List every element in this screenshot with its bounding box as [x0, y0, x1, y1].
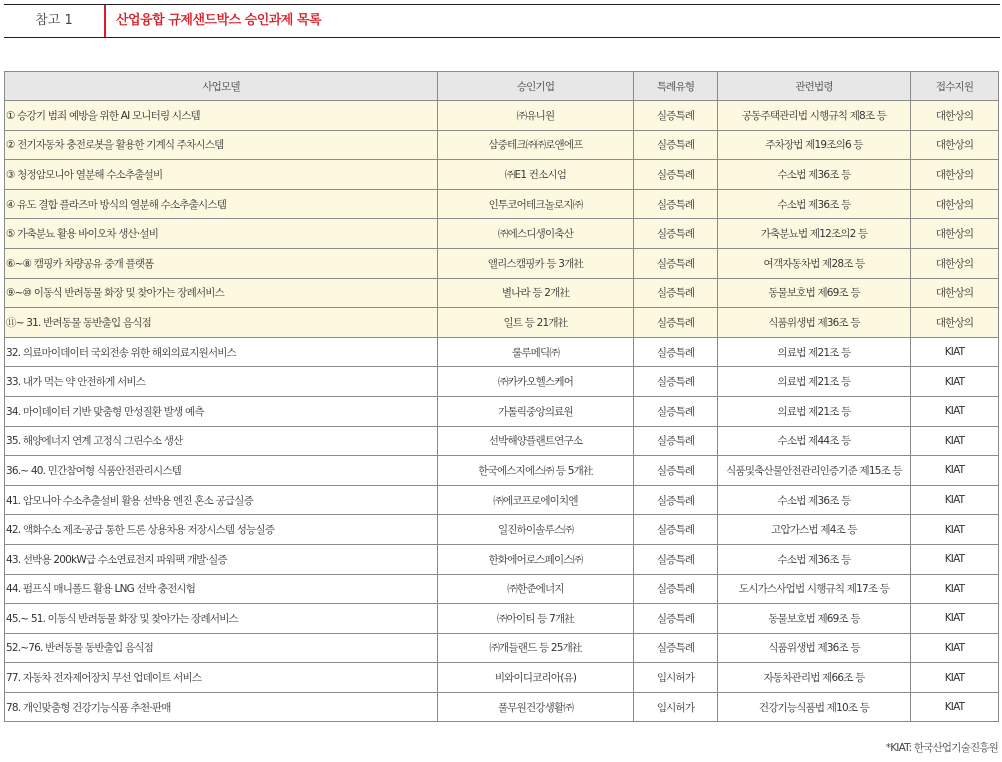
law-cell: 여객자동차법 제28조 등: [718, 248, 911, 278]
company-cell: 선박해양플랜트연구소: [438, 426, 634, 456]
type-cell: 실증특례: [634, 160, 718, 190]
support-cell: KIAT: [911, 426, 999, 456]
support-cell: 대한상의: [911, 189, 999, 219]
table-row: [5, 219, 999, 249]
table-row: [5, 396, 999, 426]
type-cell: 실증특례: [634, 574, 718, 604]
model-cell: ④ 유도 결합 플라즈마 방식의 열분해 수소추출시스템: [5, 189, 438, 219]
law-cell: 도시가스사업법 시행규칙 제17조 등: [718, 574, 911, 604]
table-row: [5, 633, 999, 663]
model-cell: 77. 자동차 전자제어장치 무선 업데이트 서비스: [5, 663, 438, 693]
footnote: *KIAT: 한국산업기술진흥원: [885, 742, 998, 754]
table-header-row: [5, 72, 999, 101]
model-cell: ⑪~ 31. 반려동물 동반출입 음식점: [5, 308, 438, 338]
type-cell: 실증특례: [634, 219, 718, 249]
model-cell: ⑤ 가축분뇨 활용 바이오차 생산·설비: [5, 219, 438, 249]
law-cell: 자동차관리법 제66조 등: [718, 663, 911, 693]
type-cell: 실증특례: [634, 189, 718, 219]
type-cell: 실증특례: [634, 456, 718, 486]
company-cell: 일진하이솔루스㈜: [438, 515, 634, 545]
model-cell: 35. 해양에너지 연계 고정식 그린수소 생산: [5, 426, 438, 456]
support-cell: 대한상의: [911, 160, 999, 190]
doc-title: 산업융합 규제샌드박스 승인과제 목록: [116, 13, 322, 28]
model-cell: 45.~ 51. 이동식 반려동물 화장 및 찾아가는 장례서비스: [5, 604, 438, 634]
reference-label: 참고 1: [4, 5, 106, 37]
type-cell: 실증특례: [634, 604, 718, 634]
law-cell: 수소법 제36조 등: [718, 485, 911, 515]
support-cell: 대한상의: [911, 308, 999, 338]
type-cell: 실증특례: [634, 101, 718, 131]
company-cell: 앨리스캠핑카 등 3개社: [438, 248, 634, 278]
table-row: [5, 278, 999, 308]
law-cell: 수소법 제36조 등: [718, 189, 911, 219]
law-cell: 가축분뇨법 제12조의2 등: [718, 219, 911, 249]
law-cell: 수소법 제36조 등: [718, 160, 911, 190]
model-cell: 44. 펌프식 매니폴드 활용 LNG 선박 충전시험: [5, 574, 438, 604]
law-cell: 의료법 제21조 등: [718, 396, 911, 426]
support-cell: KIAT: [911, 663, 999, 693]
col-header-type: 특례유형: [634, 72, 718, 101]
table-row: [5, 456, 999, 486]
support-cell: KIAT: [911, 515, 999, 545]
law-cell: 식품및축산물안전관리인증기준 제15조 등: [718, 456, 911, 486]
table-row: [5, 130, 999, 160]
type-cell: 실증특례: [634, 485, 718, 515]
law-cell: 동물보호법 제69조 등: [718, 604, 911, 634]
type-cell: 실증특례: [634, 396, 718, 426]
support-cell: 대한상의: [911, 219, 999, 249]
company-cell: 한국에스지에스㈜ 등 5개社: [438, 456, 634, 486]
type-cell: 실증특례: [634, 367, 718, 397]
type-cell: 실증특례: [634, 426, 718, 456]
model-cell: ③ 청정암모니아 열분해 수소추출설비: [5, 160, 438, 190]
law-cell: 식품위생법 제36조 등: [718, 633, 911, 663]
table-row: [5, 574, 999, 604]
type-cell: 실증특례: [634, 337, 718, 367]
table-row: [5, 248, 999, 278]
company-cell: 일트 등 21개社: [438, 308, 634, 338]
law-cell: 동물보호법 제69조 등: [718, 278, 911, 308]
table-row: [5, 515, 999, 545]
support-cell: KIAT: [911, 574, 999, 604]
company-cell: 풀무원건강생활㈜: [438, 692, 634, 722]
company-cell: ㈜에코프로에이치엔: [438, 485, 634, 515]
company-cell: ㈜아이티 등 7개社: [438, 604, 634, 634]
model-cell: 78. 개인맞춤형 건강기능식품 추천·판매: [5, 692, 438, 722]
company-cell: 가톨릭중앙의료원: [438, 396, 634, 426]
table-row: [5, 544, 999, 574]
company-cell: 룰루메딕㈜: [438, 337, 634, 367]
table-row: [5, 692, 999, 722]
doc-header: [4, 4, 1000, 38]
model-cell: 52.~76. 반려동물 동반출입 음식점: [5, 633, 438, 663]
law-cell: 수소법 제36조 등: [718, 544, 911, 574]
support-cell: KIAT: [911, 692, 999, 722]
table-body: [5, 101, 999, 722]
support-cell: KIAT: [911, 604, 999, 634]
type-cell: 임시허가: [634, 663, 718, 693]
model-cell: ⑥~⑧ 캠핑카 차량공유 중개 플랫폼: [5, 248, 438, 278]
company-cell: 삼중테크㈜㈜로앤에프: [438, 130, 634, 160]
type-cell: 실증특례: [634, 633, 718, 663]
model-cell: 34. 마이데이터 기반 맞춤형 만성질환 발생 예측: [5, 396, 438, 426]
company-cell: ㈜E1 컨소시엄: [438, 160, 634, 190]
type-cell: 실증특례: [634, 278, 718, 308]
law-cell: 수소법 제44조 등: [718, 426, 911, 456]
support-cell: KIAT: [911, 396, 999, 426]
support-cell: KIAT: [911, 337, 999, 367]
support-cell: KIAT: [911, 367, 999, 397]
law-cell: 의료법 제21조 등: [718, 367, 911, 397]
company-cell: ㈜카카오헬스케어: [438, 367, 634, 397]
company-cell: ㈜개들랜드 등 25개社: [438, 633, 634, 663]
model-cell: ① 승강기 범죄 예방을 위한 AI 모니터링 시스템: [5, 101, 438, 131]
company-cell: ㈜한준에너지: [438, 574, 634, 604]
support-cell: KIAT: [911, 456, 999, 486]
type-cell: 실증특례: [634, 515, 718, 545]
company-cell: 한화에어로스페이스㈜: [438, 544, 634, 574]
table-row: [5, 604, 999, 634]
table-row: [5, 189, 999, 219]
support-cell: 대한상의: [911, 248, 999, 278]
company-cell: ㈜유니원: [438, 101, 634, 131]
model-cell: 32. 의료마이데이터 국외전송 위한 해외의료지원서비스: [5, 337, 438, 367]
support-cell: KIAT: [911, 544, 999, 574]
type-cell: 실증특례: [634, 308, 718, 338]
type-cell: 실증특례: [634, 130, 718, 160]
model-cell: 43. 선박용 200kW급 수소연료전지 파워팩 개발·실증: [5, 544, 438, 574]
support-cell: KIAT: [911, 485, 999, 515]
table-row: [5, 101, 999, 131]
col-header-company: 승인기업: [438, 72, 634, 101]
support-cell: 대한상의: [911, 101, 999, 131]
col-header-law: 관련법령: [718, 72, 911, 101]
law-cell: 공동주택관리법 시행규칙 제8조 등: [718, 101, 911, 131]
model-cell: 41. 암모니아 수소추출설비 활용 선박용 엔진 혼소 공급실증: [5, 485, 438, 515]
table-row: [5, 160, 999, 190]
model-cell: 36.~ 40. 민간참여형 식품안전관리시스템: [5, 456, 438, 486]
model-cell: 33. 내가 먹는 약 안전하게 서비스: [5, 367, 438, 397]
law-cell: 고압가스법 제4조 등: [718, 515, 911, 545]
company-cell: ㈜에스디생이축산: [438, 219, 634, 249]
law-cell: 식품위생법 제36조 등: [718, 308, 911, 338]
type-cell: 임시허가: [634, 692, 718, 722]
approval-table: [4, 71, 999, 722]
model-cell: 42. 액화수소 제조·공급 통한 드론 상용차용 저장시스템 성능실증: [5, 515, 438, 545]
table-row: [5, 337, 999, 367]
model-cell: ⑨~⑩ 이동식 반려동물 화장 및 찾아가는 장례서비스: [5, 278, 438, 308]
law-cell: 의료법 제21조 등: [718, 337, 911, 367]
table-row: [5, 367, 999, 397]
company-cell: 별나라 등 2개社: [438, 278, 634, 308]
col-header-support: 접수지원: [911, 72, 999, 101]
company-cell: 비와이디코리아(유): [438, 663, 634, 693]
type-cell: 실증특례: [634, 544, 718, 574]
law-cell: 주차장법 제19조의6 등: [718, 130, 911, 160]
company-cell: 인투코어테크놀로지㈜: [438, 189, 634, 219]
table-row: [5, 426, 999, 456]
table-row: [5, 308, 999, 338]
support-cell: 대한상의: [911, 278, 999, 308]
col-header-model: 사업모델: [5, 72, 438, 101]
type-cell: 실증특례: [634, 248, 718, 278]
table-row: [5, 485, 999, 515]
table-row: [5, 663, 999, 693]
law-cell: 건강기능식품법 제10조 등: [718, 692, 911, 722]
support-cell: KIAT: [911, 633, 999, 663]
model-cell: ② 전기자동차 충전로봇을 활용한 기계식 주차시스템: [5, 130, 438, 160]
support-cell: 대한상의: [911, 130, 999, 160]
